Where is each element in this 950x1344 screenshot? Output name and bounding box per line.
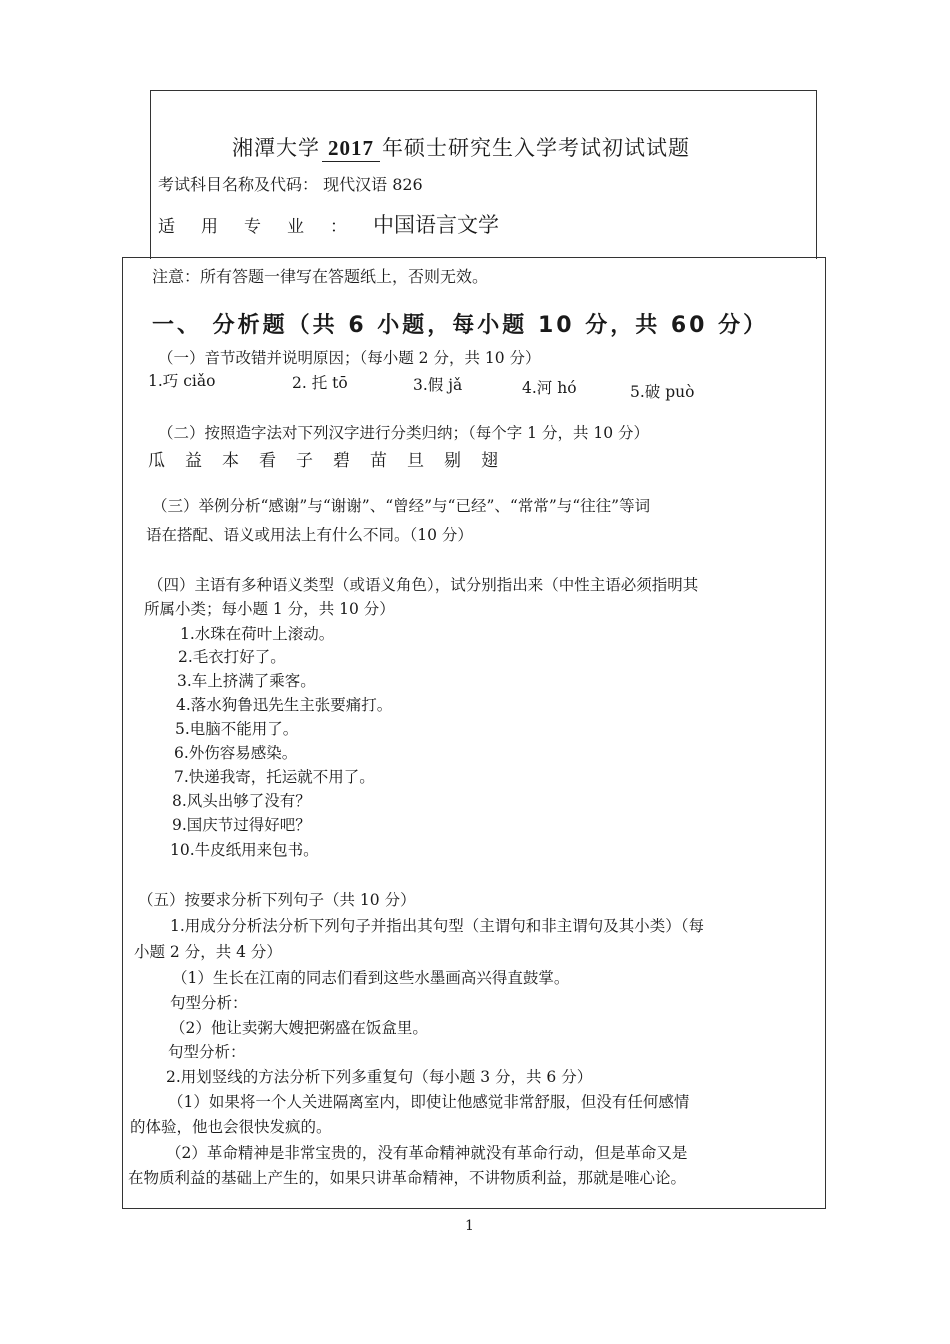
major-value: 中国语言文学 — [373, 213, 499, 237]
title-prefix: 湘潭大学 — [232, 136, 320, 160]
q1-item: 1.巧 ciǎo — [148, 372, 216, 390]
q1-item: 5.破 può — [630, 383, 695, 401]
q5-part1-line2: 小题 2 分，共 4 分） — [134, 943, 282, 961]
q1-item: 3.假 jǎ — [413, 376, 463, 394]
q5-analysis-label: 句型分析： — [168, 1043, 246, 1061]
subject-line — [158, 172, 423, 195]
q5-compound-line1: （2）革命精神是非常宝贵的，没有革命精神就没有革命行动，但是革命又是 — [166, 1144, 688, 1162]
q5-part1-line1: 1.用成分分析法分析下列句子并指出其句型（主谓句和非主谓句及其小类）（每 — [170, 917, 705, 935]
page-number: 1 — [465, 1218, 474, 1234]
q4-item: 9.国庆节过得好吧？ — [172, 816, 311, 834]
notice: 注意：所有答题一律写在答题纸上，否则无效。 — [152, 267, 489, 286]
q2-char: 剔 — [444, 451, 461, 471]
q5-compound-line1: （1）如果将一个人关进隔离室内，即使让他感觉非常舒服，但没有任何感情 — [168, 1093, 690, 1111]
q2-char: 旦 — [407, 451, 424, 471]
section-title: 一、 分析题（共 6 小题，每小题 10 分，共 60 分） — [152, 313, 769, 338]
q4-item: 3.车上挤满了乘客。 — [177, 672, 316, 690]
title-suffix: 年硕士研究生入学考试初试试题 — [382, 136, 690, 160]
major-line — [158, 209, 499, 239]
q2-char: 瓜 — [148, 451, 165, 471]
q2-char: 益 — [185, 451, 202, 471]
q2-char: 翅 — [481, 451, 498, 471]
q2-char: 苗 — [370, 451, 387, 471]
q2-title: （二）按照造字法对下列汉字进行分类归纳；（每个字 1 分，共 10 分） — [158, 424, 650, 442]
q5-title: （五）按要求分析下列句子（共 10 分） — [138, 891, 416, 909]
exam-year: 2017 — [322, 136, 380, 162]
q2-char-list — [148, 446, 518, 471]
q5-compound-line2: 的体验，他也会很快发疯的。 — [130, 1118, 332, 1136]
subject-label: 考试科目名称及代码： — [158, 175, 319, 194]
q3-line2: 语在搭配、语义或用法上有什么不同。（10 分） — [146, 526, 473, 544]
q5-compound-line2: 在物质利益的基础上产生的，如果只讲革命精神，不讲物质利益，那就是唯心论。 — [128, 1169, 687, 1187]
exam-title — [232, 132, 690, 162]
q4-item: 5.电脑不能用了。 — [175, 720, 299, 738]
q1-item: 2. 托 tō — [292, 374, 348, 392]
subject-value: 现代汉语 826 — [323, 175, 423, 194]
q2-char: 子 — [296, 451, 313, 471]
q5-analysis-label: 句型分析： — [170, 994, 248, 1012]
q5-sentence: （2）他让卖粥大嫂把粥盛在饭盒里。 — [170, 1019, 428, 1037]
q4-item: 10.牛皮纸用来包书。 — [170, 841, 319, 859]
q4-item: 4.落水狗鲁迅先生主张要痛打。 — [176, 696, 393, 714]
q4-line1: （四）主语有多种语义类型（或语义角色），试分别指出来（中性主语必须指明其 — [148, 576, 699, 594]
q2-char: 碧 — [333, 451, 350, 471]
q4-item: 6.外伤容易感染。 — [174, 744, 298, 762]
major-label: 适用专业： — [158, 217, 373, 237]
q4-item: 8.风头出够了没有？ — [172, 792, 311, 810]
q5-sentence: （1）生长在江南的同志们看到这些水墨画高兴得直鼓掌。 — [172, 969, 570, 987]
q1-title: （一）音节改错并说明原因；（每小题 2 分，共 10 分） — [158, 349, 541, 367]
q2-char: 本 — [222, 451, 239, 471]
q3-line1: （三）举例分析“感谢”与“谢谢”、“曾经”与“已经”、“常常”与“往往”等词 — [152, 497, 651, 515]
q4-item: 2.毛衣打好了。 — [178, 648, 286, 666]
q4-item: 7.快递我寄，托运就不用了。 — [174, 768, 375, 786]
q5-part2: 2.用划竖线的方法分析下列多重复句（每小题 3 分，共 6 分） — [166, 1068, 593, 1086]
q1-item: 4.河 hó — [522, 379, 577, 397]
q4-item: 1.水珠在荷叶上滚动。 — [180, 625, 335, 643]
q4-line2: 所属小类；每小题 1 分，共 10 分） — [144, 600, 395, 618]
q2-char: 看 — [259, 451, 276, 471]
